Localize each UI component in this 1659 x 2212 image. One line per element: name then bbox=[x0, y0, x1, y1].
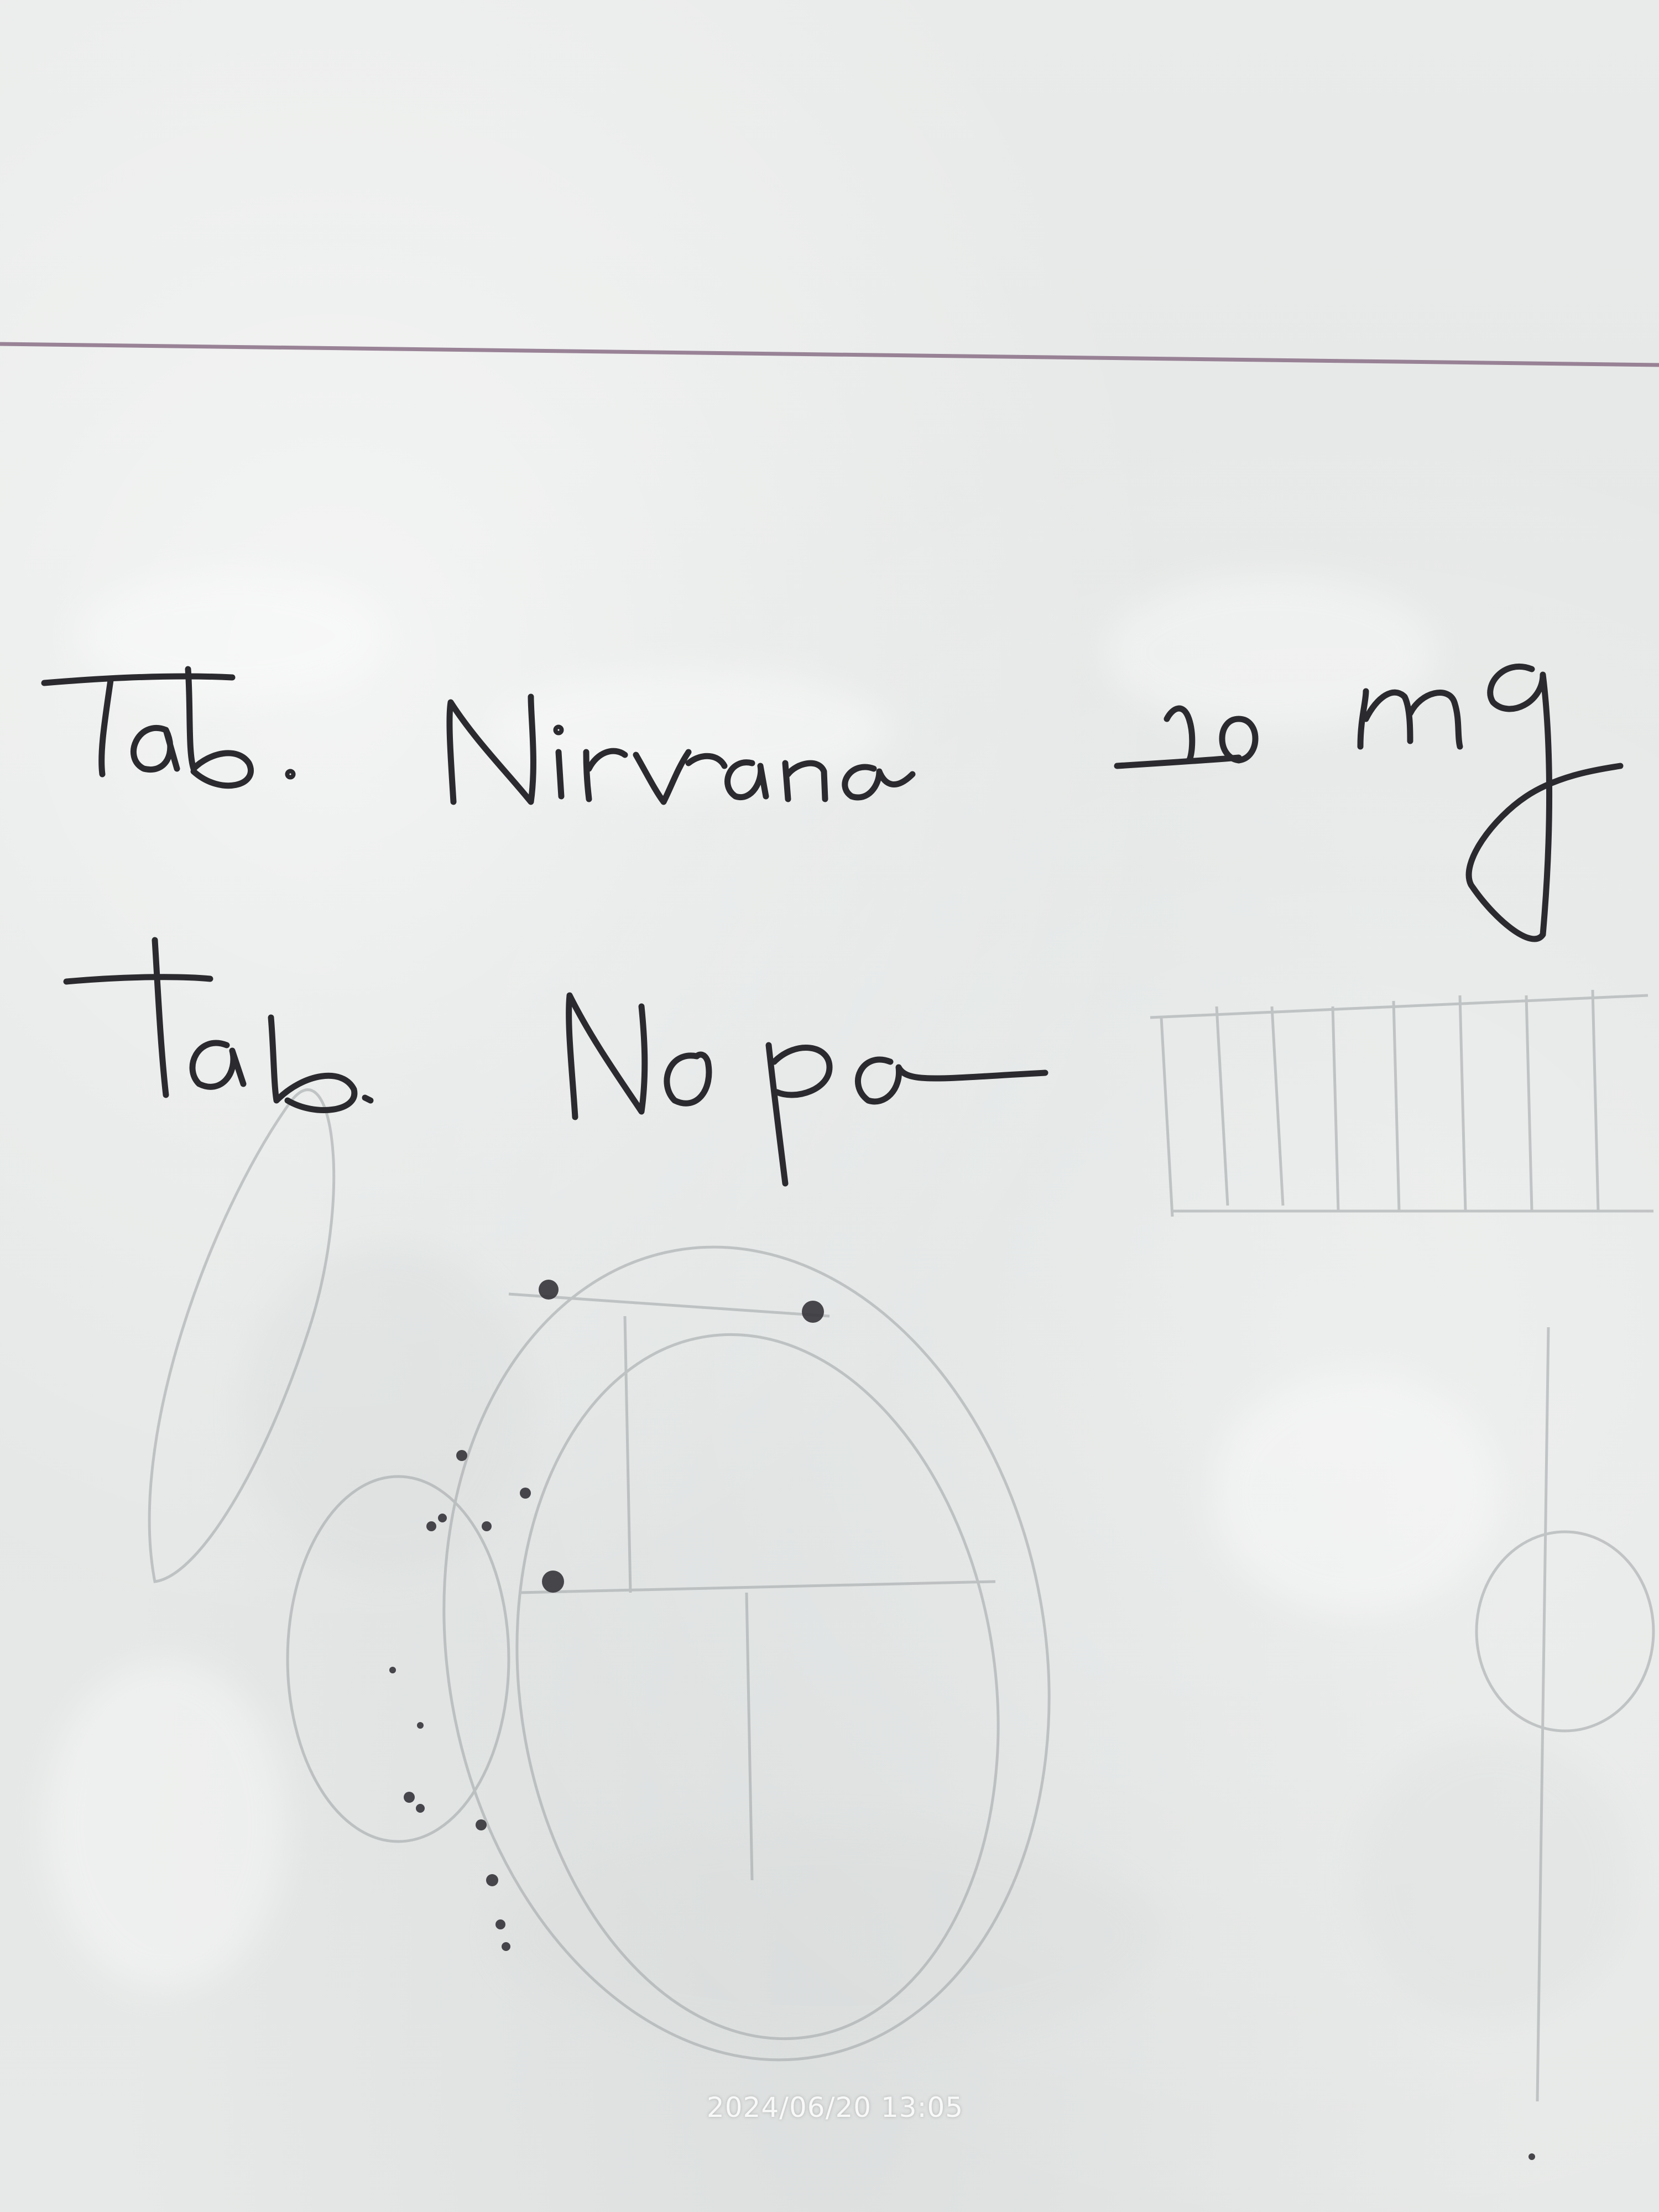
camera-timestamp: 2024/06/20 13:05 bbox=[706, 2091, 964, 2124]
handwritten-line-napa bbox=[0, 0, 1045, 1183]
handwritten-line-nirvana bbox=[0, 0, 1620, 939]
